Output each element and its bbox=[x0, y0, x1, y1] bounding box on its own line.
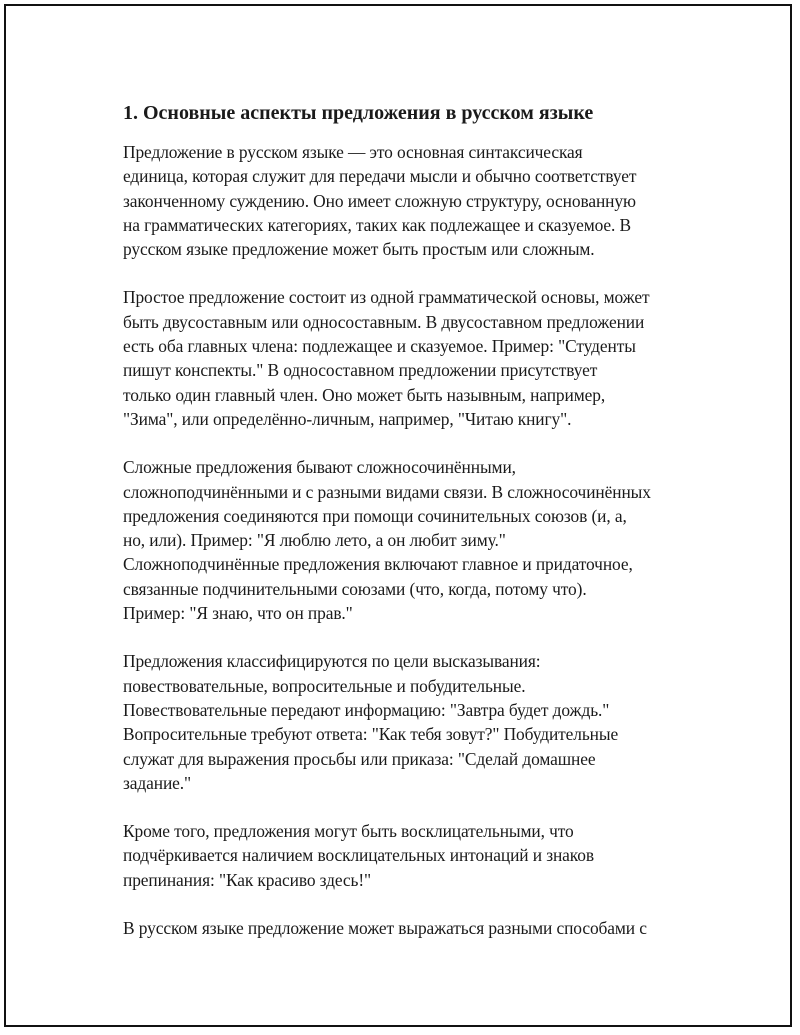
text-line: предложения соединяются при помощи сочинительных союзов (и, а, bbox=[123, 505, 627, 526]
text-line: Кроме того, предложения могут быть восклицательными, что bbox=[123, 821, 574, 842]
text-line: Предложение в русском языке — это основная синтаксическая bbox=[123, 142, 583, 162]
text-line: Предложения классифицируются по цели высказывания: bbox=[123, 651, 541, 672]
text-line: русском языке предложение может быть простым или сложным. bbox=[123, 239, 595, 260]
text-line: Сложные предложения бывают сложносочинёнными, bbox=[123, 457, 516, 478]
text-line: но, или). Пример: "Я люблю лето, а он любит зиму." bbox=[123, 530, 506, 551]
text-line: пишут конспекты." В односоставном предложении присутствует bbox=[123, 360, 598, 381]
text-line: законченному суждению. Оно имеет сложную структуру, основанную bbox=[123, 190, 636, 211]
text-line: Сложноподчинённые предложения включают главное и придаточное, bbox=[123, 554, 633, 575]
text-line: "Зима", или определённо-личным, например, "Читаю книгу". bbox=[123, 408, 572, 429]
paragraph-intro bbox=[123, 140, 703, 261]
section-heading: 1. Основные аспекты предложения в русском языке bbox=[123, 102, 594, 124]
paragraph-complex-sentence bbox=[123, 455, 703, 625]
text-line: быть двусоставным или односоставным. В двусоставном предложении bbox=[123, 311, 645, 332]
paragraph-expression-ways bbox=[123, 916, 703, 940]
text-line: Пример: "Я знаю, что он прав." bbox=[123, 603, 353, 624]
text-line: задание." bbox=[123, 772, 192, 793]
text-line: Простое предложение состоит из одной грамматической основы, может bbox=[123, 287, 650, 308]
page-border bbox=[4, 4, 792, 1027]
text-line: подчёркивается наличием восклицательных интонаций и знаков bbox=[123, 845, 594, 866]
text-line: служат для выражения просьбы или приказа: "Сделай домашнее bbox=[123, 748, 596, 769]
text-line: Вопросительные требуют ответа: "Как тебя зовут?" Побудительные bbox=[123, 724, 619, 745]
document-body bbox=[123, 100, 703, 964]
text-line: Повествовательные передают информацию: "Завтра будет дождь." bbox=[123, 699, 610, 720]
text-line: на грамматических категориях, таких как подлежащее и сказуемое. В bbox=[123, 214, 632, 235]
paragraph-purpose-classification bbox=[123, 649, 703, 795]
text-line: есть оба главных члена: подлежащее и сказуемое. Пример: "Студенты bbox=[123, 336, 636, 357]
paragraph-exclamatory bbox=[123, 819, 703, 892]
paragraph-simple-sentence bbox=[123, 285, 703, 431]
text-line: В русском языке предложение может выражаться разными способами с bbox=[123, 918, 647, 939]
text-line: повествовательные, вопросительные и побудительные. bbox=[123, 675, 526, 696]
text-line: сложноподчинёнными и с разными видами связи. В сложносочинённых bbox=[123, 481, 651, 502]
text-line: единица, которая служит для передачи мысли и обычно соответствует bbox=[123, 166, 637, 187]
text-line: только один главный член. Оно может быть назывным, например, bbox=[123, 384, 606, 405]
text-line: препинания: "Как красиво здесь!" bbox=[123, 869, 372, 890]
text-line: связанные подчинительными союзами (что, когда, потому что). bbox=[123, 578, 587, 599]
